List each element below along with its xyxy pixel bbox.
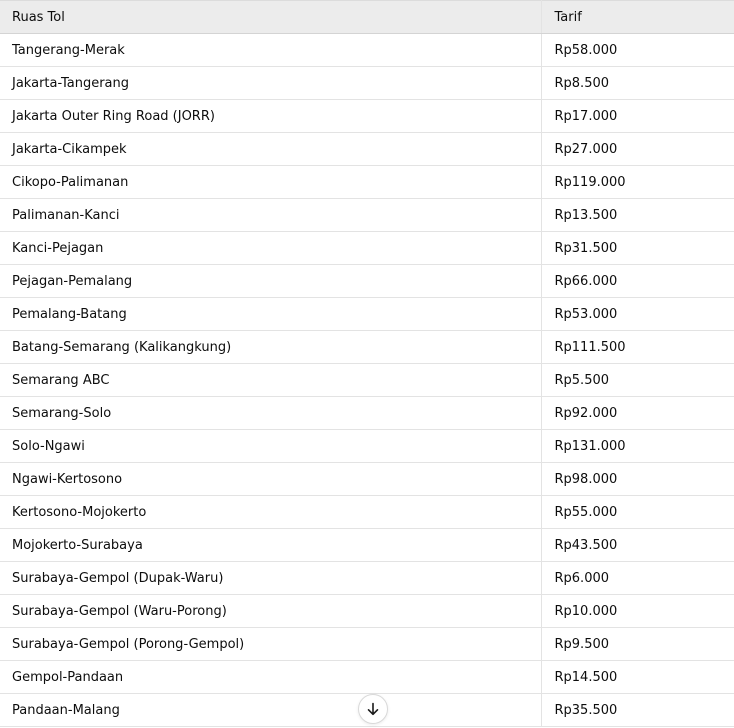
table-row [0, 298, 734, 331]
toll-rate: Rp6.000 [541, 562, 734, 595]
toll-rate: Rp8.500 [541, 67, 734, 100]
column-header-tarif: Tarif [541, 1, 734, 34]
toll-rate: Rp27.000 [541, 133, 734, 166]
toll-road-name: Ngawi-Kertosono [0, 463, 541, 496]
table-row [0, 496, 734, 529]
toll-road-name: Kertosono-Mojokerto [0, 496, 541, 529]
table-row [0, 265, 734, 298]
toll-road-name: Pemalang-Batang [0, 298, 541, 331]
toll-road-name: Jakarta Outer Ring Road (JORR) [0, 100, 541, 133]
table-row [0, 562, 734, 595]
toll-road-name: Gempol-Pandaan [0, 661, 541, 694]
table-row [0, 661, 734, 694]
toll-rate: Rp10.000 [541, 595, 734, 628]
toll-road-name: Cikopo-Palimanan [0, 166, 541, 199]
toll-road-name: Mojokerto-Surabaya [0, 529, 541, 562]
toll-rate: Rp5.500 [541, 364, 734, 397]
table-row [0, 100, 734, 133]
toll-road-name: Palimanan-Kanci [0, 199, 541, 232]
toll-rate: Rp31.500 [541, 232, 734, 265]
table-header-row [0, 1, 734, 34]
table-row [0, 364, 734, 397]
toll-rate: Rp17.000 [541, 100, 734, 133]
toll-rate: Rp119.000 [541, 166, 734, 199]
toll-rate: Rp131.000 [541, 430, 734, 463]
toll-rate: Rp53.000 [541, 298, 734, 331]
toll-rate: Rp58.000 [541, 34, 734, 67]
table-row [0, 166, 734, 199]
toll-road-name: Tangerang-Merak [0, 34, 541, 67]
toll-road-name: Solo-Ngawi [0, 430, 541, 463]
toll-rate: Rp111.500 [541, 331, 734, 364]
toll-road-name: Surabaya-Gempol (Dupak-Waru) [0, 562, 541, 595]
table-row [0, 133, 734, 166]
toll-road-name: Semarang ABC [0, 364, 541, 397]
table-row [0, 628, 734, 661]
arrow-down-icon [366, 702, 380, 716]
table-row [0, 430, 734, 463]
table-row [0, 67, 734, 100]
toll-road-name: Pandaan-Malang [0, 694, 541, 727]
toll-rate: Rp14.500 [541, 661, 734, 694]
table-row [0, 397, 734, 430]
toll-road-name: Jakarta-Cikampek [0, 133, 541, 166]
table-row [0, 232, 734, 265]
toll-rate: Rp92.000 [541, 397, 734, 430]
scroll-to-bottom-button[interactable] [358, 694, 388, 724]
toll-rate: Rp43.500 [541, 529, 734, 562]
toll-rate: Rp98.000 [541, 463, 734, 496]
toll-road-name: Surabaya-Gempol (Waru-Porong) [0, 595, 541, 628]
toll-rate: Rp9.500 [541, 628, 734, 661]
table-row [0, 463, 734, 496]
toll-road-name: Kanci-Pejagan [0, 232, 541, 265]
toll-road-name: Surabaya-Gempol (Porong-Gempol) [0, 628, 541, 661]
column-header-ruas-tol: Ruas Tol [0, 1, 541, 34]
table-row [0, 199, 734, 232]
toll-rate: Rp66.000 [541, 265, 734, 298]
toll-road-name: Batang-Semarang (Kalikangkung) [0, 331, 541, 364]
table-row [0, 34, 734, 67]
toll-rate: Rp55.000 [541, 496, 734, 529]
table-row [0, 595, 734, 628]
toll-rate: Rp13.500 [541, 199, 734, 232]
toll-rate: Rp35.500 [541, 694, 734, 727]
toll-road-name: Jakarta-Tangerang [0, 67, 541, 100]
table-row [0, 331, 734, 364]
toll-road-name: Semarang-Solo [0, 397, 541, 430]
toll-road-name: Pejagan-Pemalang [0, 265, 541, 298]
table-row [0, 529, 734, 562]
